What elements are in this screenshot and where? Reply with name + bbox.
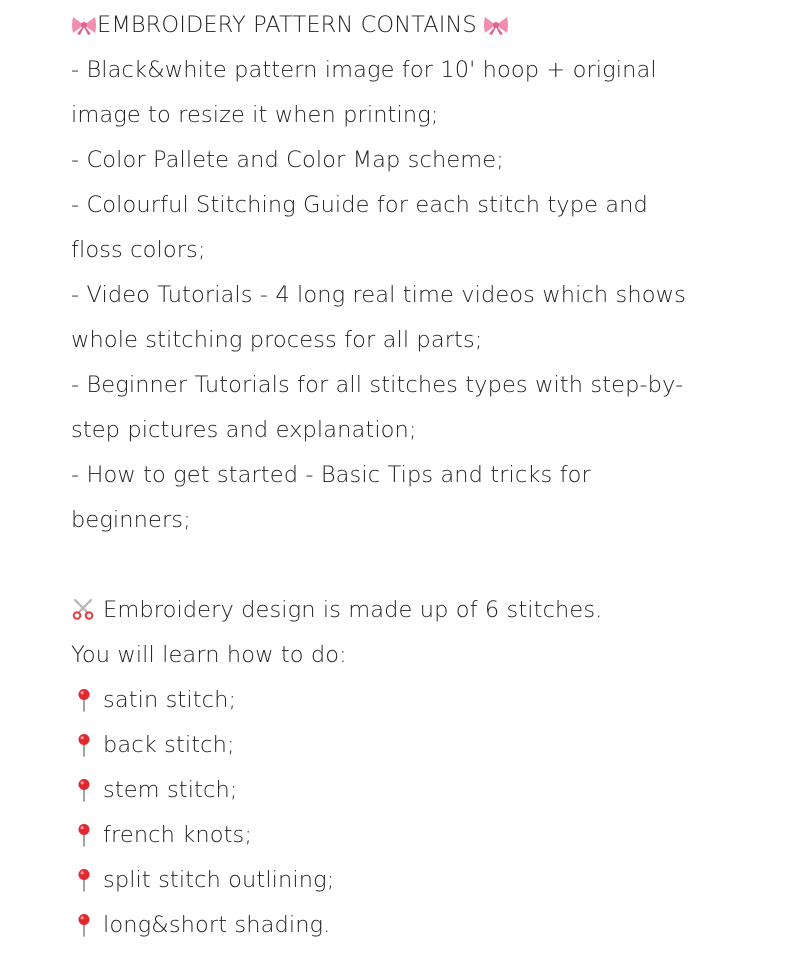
design-intro-text: Embroidery design is made up of 6 stitches. xyxy=(103,597,603,623)
scissors-icon xyxy=(71,591,95,613)
embroidery-description xyxy=(71,3,771,948)
round-pushpin-icon xyxy=(77,773,91,797)
stitch-item-label: back stitch; xyxy=(103,732,235,758)
stitch-item xyxy=(71,813,771,858)
round-pushpin-icon xyxy=(77,908,91,932)
contents-line: - Color Pallete and Color Map scheme; xyxy=(71,147,504,173)
stitch-item-label: french knots; xyxy=(103,822,253,848)
contents-line: step pictures and explanation; xyxy=(71,417,417,443)
stitch-item xyxy=(71,903,771,948)
stitch-item xyxy=(71,678,771,723)
stitch-item-label: stem stitch; xyxy=(103,777,238,803)
contents-line: - How to get started - Basic Tips and tricks for xyxy=(71,462,591,488)
contents-line: - Video Tutorials - 4 long real time videos which shows xyxy=(71,282,686,308)
heading-line xyxy=(71,3,771,48)
ribbon-bow-icon xyxy=(483,15,509,35)
blank-line xyxy=(71,543,771,588)
stitch-item-label: long&short shading. xyxy=(103,912,331,938)
stitch-list xyxy=(71,678,771,948)
round-pushpin-icon xyxy=(77,728,91,752)
contents-line: whole stitching process for all parts; xyxy=(71,327,483,353)
stitch-item xyxy=(71,723,771,768)
contents-line: floss colors; xyxy=(71,237,206,263)
round-pushpin-icon xyxy=(77,863,91,887)
contents-line: - Beginner Tutorials for all stitches types with step-by- xyxy=(71,372,684,398)
contents-line: image to resize it when printing; xyxy=(71,102,439,128)
design-intro-line xyxy=(71,588,771,633)
stitch-item xyxy=(71,768,771,813)
learn-intro: You will learn how to do: xyxy=(71,642,347,668)
stitch-item-label: split stitch outlining; xyxy=(103,867,335,893)
round-pushpin-icon xyxy=(77,683,91,707)
stitch-item-label: satin stitch; xyxy=(103,687,237,713)
contents-line: - Colourful Stitching Guide for each stitch type and xyxy=(71,192,648,218)
round-pushpin-icon xyxy=(77,818,91,842)
heading-text: EMBROIDERY PATTERN CONTAINS xyxy=(97,12,477,38)
contents-line: - Black&white pattern image for 10' hoop + original xyxy=(71,57,657,83)
ribbon-bow-icon xyxy=(71,15,97,35)
stitch-item xyxy=(71,858,771,903)
contents-list xyxy=(71,48,771,543)
contents-line: beginners; xyxy=(71,507,191,533)
